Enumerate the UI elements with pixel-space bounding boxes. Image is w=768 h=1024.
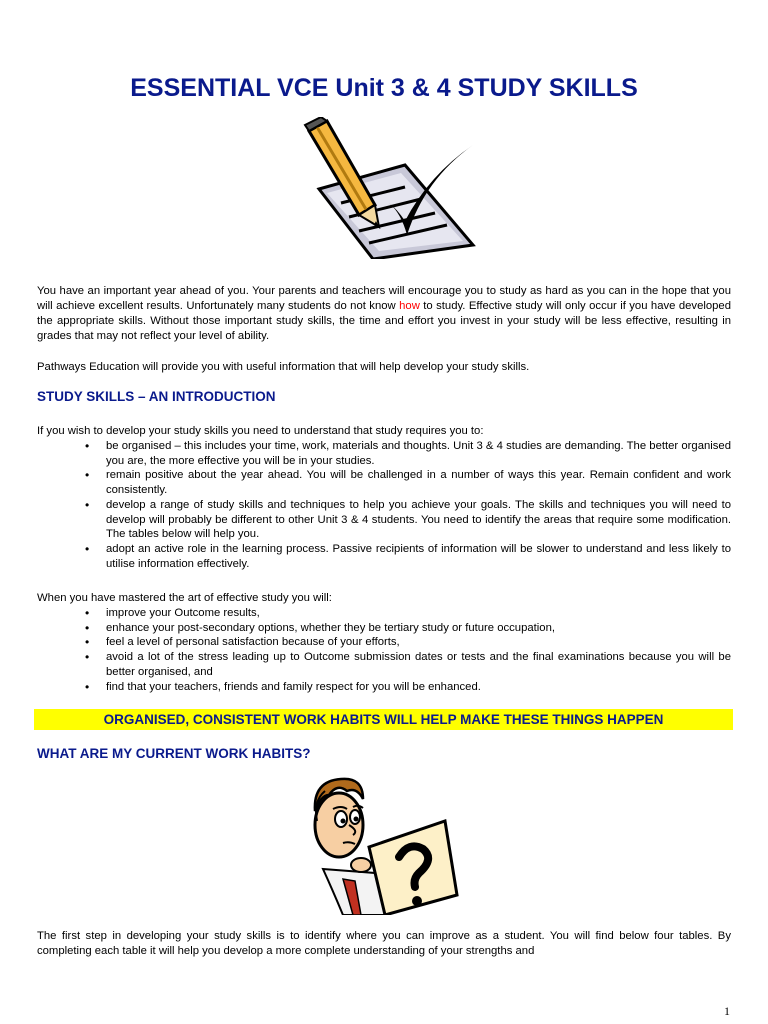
bullet-icon: • [85,439,90,453]
mastered-lead: When you have mastered the art of effective study you will: [37,592,332,604]
list-item: • develop a range of study skills and techniques to help you achieve your goals. The skills and techniques you will need to develop will probably be different to other Unit 3 & 4 students. You need to identify the areas that require some modification. The tables below will help you. [85,497,731,541]
bullet-icon: • [85,468,90,483]
bullet-icon: • [85,620,90,635]
section-heading-introduction: STUDY SKILLS – AN INTRODUCTION [37,389,276,404]
highlight-banner: ORGANISED, CONSISTENT WORK HABITS WILL HELP MAKE THESE THINGS HAPPEN [34,709,733,730]
pencil-checklist-clipart-icon [297,117,481,259]
list-item: • adopt an active role in the learning process. Passive recipients of information will be slower to understand and less likely to utilise information effectively. [85,541,731,570]
confused-student-question-clipart-icon [303,773,459,915]
list-item: • find that your teachers, friends and family respect for you will be enhanced. [85,679,481,694]
mastered-list [37,606,731,694]
list-item: • avoid a lot of the stress leading up to Outcome submission dates or tests and the final examinations because you will be better organised, and [85,650,731,678]
list-item: • be organised – this includes your time, work, materials and thoughts. Unit 3 & 4 studies are demanding. The better organised you are, the more effective you will be in your studies. [85,439,731,467]
list-item: • remain positive about the year ahead. You will be challenged in a number of ways this year. Remain confident and work consistently. [85,468,731,497]
study-requires-list [37,439,731,571]
bullet-icon: • [85,679,90,694]
page-title: ESSENTIAL VCE Unit 3 & 4 STUDY SKILLS [130,74,638,102]
bullet-icon: • [85,635,90,650]
page-number: 1 [724,1004,730,1018]
list-item: • enhance your post-secondary options, whether they be tertiary study or future occupation, [85,620,555,635]
bullet-icon: • [85,497,90,512]
emphasis-how: how [399,300,420,312]
bullet-icon: • [85,606,90,620]
work-habits-paragraph: The first step in developing your study skills is to identify where you can improve as a student. You will find below four tables. By completing each table it will help you develop a more complete understanding of your strengths and [37,930,731,957]
section-heading-work-habits: WHAT ARE MY CURRENT WORK HABITS? [37,746,311,761]
bullet-icon: • [85,650,90,665]
list-item: • improve your Outcome results, [85,606,260,620]
intro-paragraph: You have an important year ahead of you. Your parents and teachers will encourage you to study as hard as you can in the hope that you will achieve excellent results. Unfortunately many students do not know how to study. Effective study will only occur if you have developed the appropriate skills. Without those important study skills, the time and effort you invest in your study will be less effective, resulting in grades that may not reflect your level of ability. [37,285,731,342]
study-requires-lead: If you wish to develop your study skills you need to understand that study requires you to: [37,425,484,437]
list-item: • feel a level of personal satisfaction because of your efforts, [85,635,400,650]
pathways-paragraph: Pathways Education will provide you with useful information that will help develop your study skills. [37,361,530,373]
bullet-icon: • [85,541,90,556]
